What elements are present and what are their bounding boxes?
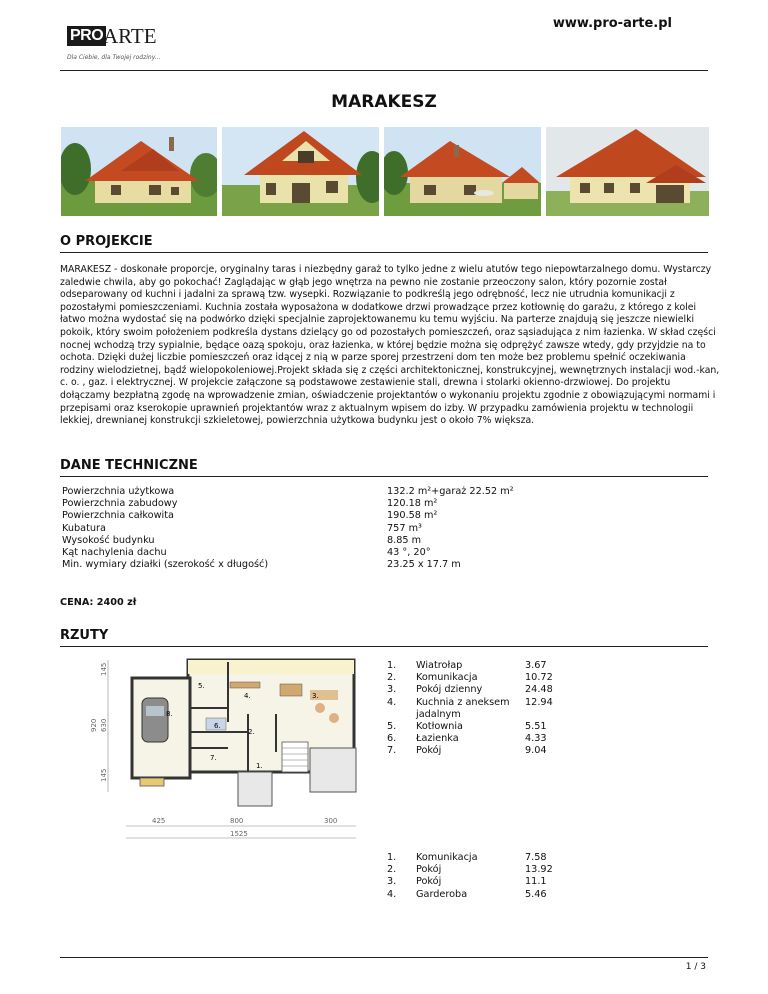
- house-photo-2: [222, 127, 379, 216]
- tech-label: Kubatura: [62, 522, 106, 534]
- logo-pro-block: PRO: [67, 26, 106, 46]
- upper-floor-room-list: [387, 852, 557, 901]
- plan-room-3: 3.: [312, 692, 319, 700]
- plan-dim-left-2: 630: [100, 718, 108, 732]
- logo-tagline: Dla Ciebie, dla Twojej rodziny...: [67, 54, 161, 61]
- plan-room-6: 6.: [214, 722, 221, 730]
- tech-value: 757 m³: [387, 522, 422, 534]
- list-item: 1. Komunikacja 7.58: [387, 852, 547, 863]
- tech-value: 120.18 m²: [387, 498, 438, 510]
- house-photo-1: [61, 127, 217, 216]
- tech-value: 8.85 m: [387, 534, 422, 546]
- tech-label: Wysokość budynku: [62, 534, 155, 546]
- header-divider: [60, 70, 708, 71]
- tech-heading: DANE TECHNICZNE: [60, 458, 708, 477]
- list-item-continuation: jadalnym: [416, 708, 461, 720]
- plan-room-8: 8.: [166, 710, 173, 718]
- plan-dim-left-1: 145: [100, 662, 108, 676]
- list-item: 7. Pokój 9.04: [387, 745, 547, 757]
- list-item: 3. Pokój 11.1: [387, 876, 547, 888]
- footer-divider: [60, 957, 708, 958]
- pro-arte-logo: [67, 26, 159, 64]
- website-url[interactable]: www.pro-arte.pl: [552, 16, 672, 31]
- plan-dim-bottom-2: 800: [230, 817, 244, 825]
- tech-value: 190.58 m²: [387, 510, 438, 522]
- price: CENA: 2400 zł: [60, 597, 137, 608]
- about-heading: O PROJEKCIE: [60, 234, 708, 253]
- about-text: MARAKESZ - doskonałe proporcje, oryginalny taras i niezbędny garaż to tylko jedne z wielu atutów tego niepowtarzalnego domu. Wystarczy zaledwie chwila, aby go pokochać! Zaglądając w głąb jego wnętrza na pewno nie zostanie przeoczony salon, który pozornie został odseparowany od kuchni i jadalni za sprawą tzw. wysepki. Rozwiązanie to podkreślą jego odrębność, lecz nie utrudnia komunikacji z pozostałymi pomieszczeniami. Kuchnia została wyposażona w dodatkowe drzwi prowadzące przez kotłownię do garażu, z którego z kolei łatwo można wydostać się na podwórko dzięki specjalnie zaprojektowanemu ku temu wyjściu. Na parterze znajdują się jeszcze niewielki pokoik, który swoim położeniem podkreśla dystans dzielący go od pozostałych pomieszczeń, oraz sąsiadująca z nim łazienka. W skład części nocnej wchodzą trzy sypialnie, będące oazą spokoju, oraz łazienka, w której będzie można się odprężyć zawsze wtedy, gdy przyjdzie na to ochota. Dzięki dużej liczbie pomieszczeń oraz idącej z nią w parze sporej przestrzeni dom ten może bez problemu spełnić oczekiwania rodziny wielodzietnej, bądź wielopokoleniowej.Projekt składa się z części architektonicznej, konstrukcyjnej, wewnętrznych instalacji wod.-kan, c. o. , gaz. i elektrycznej. W projekcie załączone są podstawowe zestawienie stali, drewna i stolarki okienno-drzwiowej. Do projektu dołączamy bezpłatną zgodę na wprowadzenie zmian, oświadczenie projektantów o wykonaniu projektu zgodnie z obowiązującymi normami i przepisami oraz kserokopie uprawnień projektantów wraz z aktualnym wpisem do izby. W przypadku zamówienia projektu w technologii lekkiej, drewnianej konstrukcji szkieletowej, powierzchnia użytkowa budynku jest o około 7% większa.: [60, 264, 720, 427]
- tech-label: Min. wymiary działki (szerokość x długość): [62, 559, 269, 571]
- list-item: 4. Kuchnia z aneksem 12.94: [387, 696, 553, 708]
- list-item: 4. Garderoba 5.46: [387, 888, 547, 900]
- tech-value: 23.25 x 17.7 m: [387, 559, 461, 571]
- page-number: 1 / 3: [685, 962, 706, 972]
- ground-floor-plan: [80, 652, 370, 842]
- plan-dim-bottom-3: 300: [324, 817, 338, 825]
- list-item: 2. Pokój 13.92: [387, 864, 553, 876]
- house-photo-4: [546, 127, 709, 216]
- tech-value: 43 °, 20°: [387, 547, 431, 559]
- list-item: 1. Wiatrołap 3.67: [387, 660, 547, 671]
- plan-room-7: 7.: [210, 754, 217, 762]
- list-item: 2. Komunikacja 10.72: [387, 672, 553, 684]
- logo-arte-text: ARTE: [103, 24, 157, 48]
- plan-dim-bottom-1: 425: [152, 817, 166, 825]
- plan-room-1: 1.: [256, 762, 263, 770]
- tech-label: Powierzchnia użytkowa: [62, 486, 175, 497]
- plan-room-5: 5.: [198, 682, 205, 690]
- list-item: 3. Pokój dzienny 24.48: [387, 684, 553, 696]
- tech-values: [387, 486, 514, 571]
- plan-dim-total: 1525: [230, 830, 248, 838]
- page-title: MARAKESZ: [331, 92, 437, 112]
- tech-label: Powierzchnia zabudowy: [62, 498, 178, 510]
- tech-labels: [62, 486, 268, 571]
- tech-label: Powierzchnia całkowita: [62, 510, 174, 522]
- plan-dim-left-3: 145: [100, 768, 108, 782]
- tech-label: Kąt nachylenia dachu: [62, 547, 167, 559]
- tech-value: 132.2 m²+garaż 22.52 m²: [387, 486, 514, 497]
- list-item: 5. Kotłownia 5.51: [387, 720, 547, 732]
- plan-room-2: 2.: [248, 728, 255, 736]
- list-item: 6. Łazienka 4.33: [387, 733, 547, 745]
- house-photo-3: [384, 127, 541, 216]
- ground-floor-room-list: [387, 660, 557, 758]
- plan-dim-left-total: 920: [90, 718, 98, 732]
- plans-heading: RZUTY: [60, 628, 708, 647]
- plan-room-4: 4.: [244, 692, 251, 700]
